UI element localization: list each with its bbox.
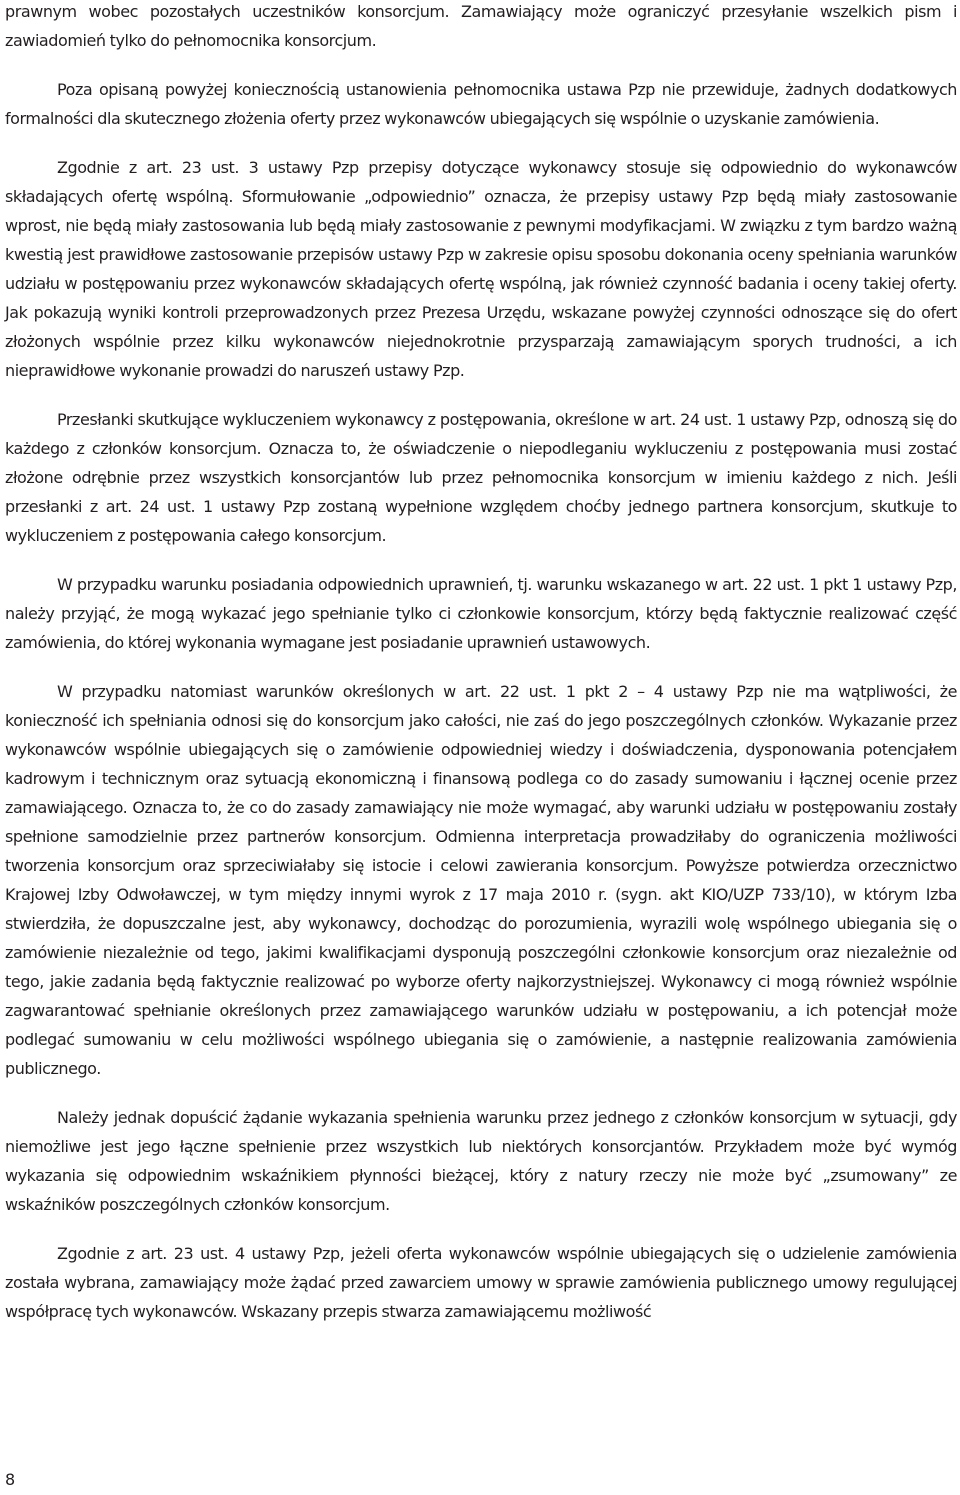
paragraph: Zgodnie z art. 23 ust. 3 ustawy Pzp przepisy dotyczące wykonawcy stosuje się odpowiednio do wykonawców składających ofertę wspólną. Sformułowanie „odpowiednio” oznacza, że przepisy ustawy Pzp będą miały zastosowanie wprost, nie będą miały zastosowania lub będą miały zastosowanie z pewnymi modyfikacjami. W związku z tym bardzo ważną kwestią jest prawidłowe zastosowanie przepisów ustawy Pzp w zakresie opisu sposobu dokonania oceny spełniania warunków udziału w postępowaniu przez wykonawców składających ofertę wspólną, jak również czynność badania i oceny takiej oferty. Jak pokazują wyniki kontroli przeprowadzonych przez Prezesa Urzędu, wskazane powyżej czynności odnoszące się do ofert złożonych wspólnie przez kilku wykonawców niejednokrotnie przysparzają zamawiającym sporych trudności, a ich nieprawidłowe wykonanie prowadzi do naruszeń ustawy Pzp. bbox=[5, 158, 957, 380]
paragraph: Przesłanki skutkujące wykluczeniem wykonawcy z postępowania, określone w art. 24 ust. 1 ustawy Pzp, odnoszą się do każdego z członków konsorcjum. Oznacza to, że oświadczenie o niepodleganiu wykluczeniu z postępowania musi zostać złożone odrębnie przez wszystkich konsorcjantów lub przez pełnomocnika konsorcjum w imieniu każdego z nich. Jeśli przesłanki z art. 24 ust. 1 ustawy Pzp zostaną wypełnione względem choćby jednego partnera konsorcjum, skutkuje to wykluczeniem z postępowania całego konsorcjum. bbox=[5, 410, 957, 545]
paragraph: W przypadku natomiast warunków określonych w art. 22 ust. 1 pkt 2 – 4 ustawy Pzp nie ma wątpliwości, że konieczność ich spełniania odnosi się do konsorcjum jako całości, nie zaś do jego poszczególnych członków. Wykazanie przez wykonawców wspólnie ubiegających się o zamówienie odpowiedniej wiedzy i doświadczenia, dysponowania potencjałem kadrowym i technicznym oraz sytuacją ekonomiczną i finansową podlega co do zasady sumowaniu i łącznej ocenie przez zamawiającego. Oznacza to, że co do zasady zamawiający nie może wymagać, aby warunki udziału w postępowaniu zostały spełnione samodzielnie przez partnerów konsorcjum. Odmienna interpretacja prowadziłaby do ograniczenia możliwości tworzenia konsorcjum oraz sprzeciwiałaby się istocie i celowi zawierania konsorcjum. Powyższe potwierdza orzecznictwo Krajowej Izby Odwoławczej, w tym między innymi wyrok z 17 maja 2010 r. (sygn. akt KIO/UZP 733/10), w którym Izba stwierdziła, że dopuszczalne jest, aby wykonawcy, dochodząc do porozumienia, wyrazili wolę wspólnego ubiegania się o zamówienie niezależnie od tego, jakimi kwalifikacjami dysponują poszczególni członkowie konsorcjum oraz niezależnie od tego, jakie zadania będą faktycznie realizować po wyborze oferty najkorzystniejszej. Wykonawcy ci mogą również wspólnie zagwarantować spełnianie określonych przez zamawiającego warunków udziału w postępowaniu, a ich potencjał może podlegać sumowaniu w celu możliwości wspólnego ubiegania się o zamówienie, a następnie realizowania zamówienia publicznego. bbox=[5, 682, 957, 1078]
paragraph: W przypadku warunku posiadania odpowiednich uprawnień, tj. warunku wskazanego w art. 22 ust. 1 pkt 1 ustawy Pzp, należy przyjąć, że mogą wykazać jego spełnianie tylko ci członkowie konsorcjum, którzy będą faktycznie realizować część zamówienia, do której wykonania wymagane jest posiadanie uprawnień ustawowych. bbox=[5, 575, 957, 652]
paragraph: Należy jednak dopuścić żądanie wykazania spełnienia warunku przez jednego z członków konsorcjum w sytuacji, gdy niemożliwe jest jego łączne spełnienie przez wszystkich lub niektórych konsorcjantów. Przykładem może być wymóg wykazania się odpowiednim wskaźnikiem płynności bieżącej, który z natury rzeczy nie może być „zsumowany” ze wskaźników poszczególnych członków konsorcjum. bbox=[5, 1108, 957, 1214]
paragraph: Zgodnie z art. 23 ust. 4 ustawy Pzp, jeżeli oferta wykonawców wspólnie ubiegających się o udzielenie zamówienia została wybrana, zamawiający może żądać przed zawarciem umowy w sprawie zamówienia publicznego umowy regulującej współpracę tych wykonawców. Wskazany przepis stwarza zamawiającemu możliwość bbox=[5, 1244, 957, 1321]
paragraph: Poza opisaną powyżej koniecznością ustanowienia pełnomocnika ustawa Pzp nie przewiduje, żadnych dodatkowych formalności dla skutecznego złożenia oferty przez wykonawców ubiegających się wspólnie o uzyskanie zamówienia. bbox=[5, 80, 957, 128]
paragraph: prawnym wobec pozostałych uczestników konsorcjum. Zamawiający może ograniczyć przesyłanie wszelkich pism i zawiadomień tylko do pełnomocnika konsorcjum. bbox=[5, 2, 957, 50]
document-body bbox=[5, 0, 957, 1346]
page-number: 8 bbox=[5, 1470, 16, 1489]
